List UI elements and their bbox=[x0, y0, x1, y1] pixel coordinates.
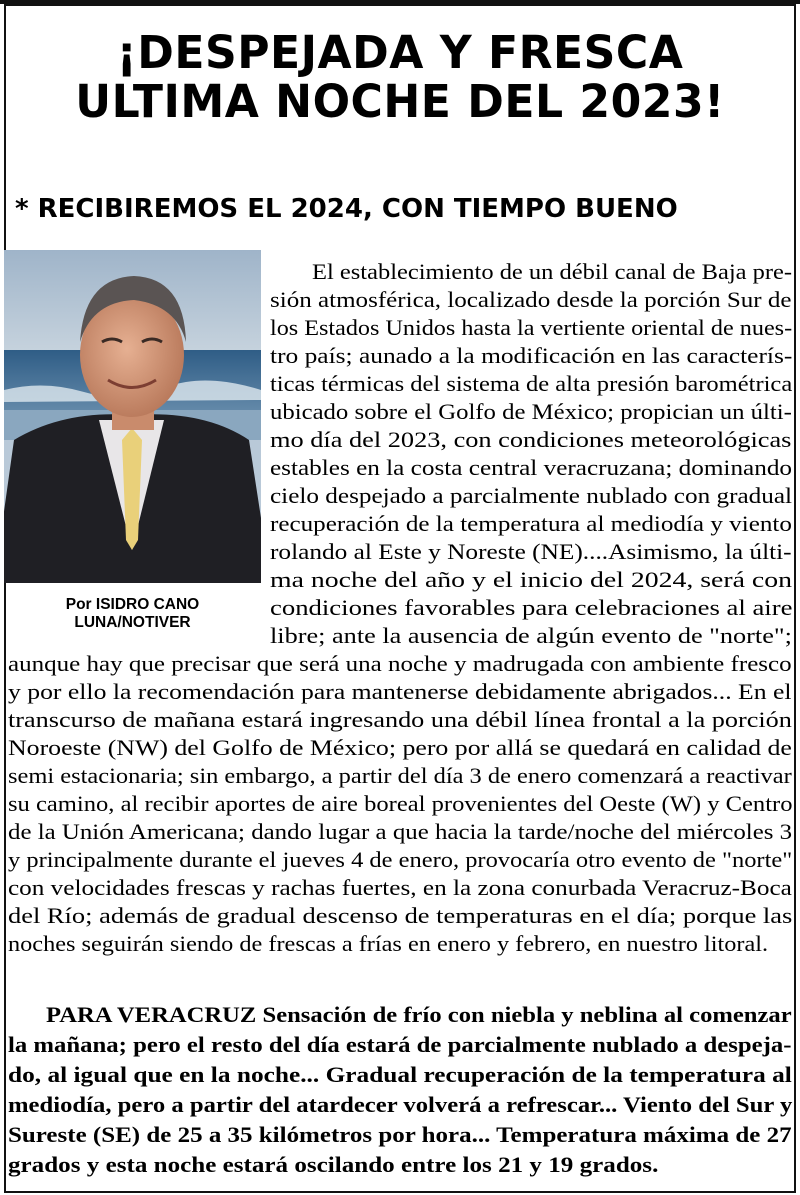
body-line: ubicado sobre el Golfo de México; propician un últi- bbox=[270, 399, 792, 424]
body-line: con velocidades frescas y rachas fuertes, en la zona conurbada Veracruz-Boca bbox=[8, 875, 792, 900]
body-line: tro país; aunado a la modificación en las caracterís- bbox=[270, 343, 793, 368]
body-line: noches seguirán siendo de frescas a frías en enero y febrero, en nuestro litoral. bbox=[8, 931, 769, 956]
body-line: del Río; además de gradual descenso de temperaturas en el día; porque las bbox=[8, 903, 793, 928]
body-line: los Estados Unidos hasta la vertiente oriental de nues- bbox=[270, 315, 793, 340]
body-line: cielo despejado a parcialmente nublado con gradual bbox=[270, 483, 793, 508]
body-line: ticas térmicas del sistema de alta presión barométrica bbox=[270, 371, 793, 396]
forecast-line: mediodía, pero a partir del atardecer volverá a refrescar... Viento del Sur y bbox=[8, 1092, 793, 1117]
byline-author: Por ISIDRO CANO bbox=[65, 596, 200, 613]
body-line: condiciones favorables para celebraciones al aire bbox=[270, 595, 793, 620]
headline-line: ULTIMA NOCHE DEL 2023! bbox=[75, 75, 725, 128]
forecast-line: do, al igual que en la noche... Gradual recuperación de la temperatura al bbox=[8, 1062, 792, 1087]
body-line: recuperación de la temperatura al mediodía y viento bbox=[270, 511, 792, 536]
author-photo bbox=[4, 250, 261, 583]
body-line: ma noche del año y el inicio del 2024, será con bbox=[270, 567, 792, 592]
subheadline: * RECIBIREMOS EL 2024, CON TIEMPO BUENO bbox=[15, 194, 678, 224]
body-line: Noroeste (NW) del Golfo de México; pero por allá se quedará en calidad de bbox=[8, 735, 792, 760]
body-line: mo día del 2023, con condiciones meteorológicas bbox=[270, 427, 792, 452]
body-line: estables en la costa central veracruzana; dominando bbox=[270, 455, 793, 480]
body-line: de la Unión Americana; dando lugar a que hacia la tarde/noche del miércoles 3 bbox=[8, 819, 793, 844]
body-line: El establecimiento de un débil canal de Baja pre- bbox=[312, 259, 793, 284]
body-line: y principalmente durante el jueves 4 de enero, provocaría otro evento de "norte" bbox=[8, 847, 793, 872]
forecast-line: Sureste (SE) de 25 a 35 kilómetros por hora... Temperatura máxima de 27 bbox=[8, 1122, 792, 1147]
author-photo-image bbox=[4, 250, 261, 583]
body-line: su camino, al recibir aportes de aire boreal provenientes del Oeste (W) y Centro bbox=[8, 791, 793, 816]
body-line: libre; ante la ausencia de algún evento de "norte"; bbox=[270, 623, 792, 648]
forecast-line: grados y esta noche estará oscilando entre los 21 y 19 grados. bbox=[8, 1152, 659, 1177]
body-line: rolando al Este y Noreste (NE)....Asimismo, la últi- bbox=[270, 539, 792, 564]
body-line: semi estacionaria; sin embargo, a partir del día 3 de enero comenzará a reactivar bbox=[8, 763, 792, 788]
headline-line: ¡DESPEJADA Y FRESCA bbox=[116, 26, 684, 79]
body-line: transcurso de mañana estará ingresando una débil línea frontal a la porción bbox=[8, 707, 792, 732]
byline-source: LUNA/NOTIVER bbox=[74, 614, 191, 631]
body-line: sión atmosférica, localizado desde la porción Sur de bbox=[270, 287, 792, 312]
forecast-line: la mañana; pero el resto del día estará de parcialmente nublado a despeja- bbox=[8, 1032, 792, 1057]
forecast-line: PARA VERACRUZ Sensación de frío con niebla y neblina al comenzar bbox=[46, 1002, 792, 1027]
headline bbox=[8, 28, 792, 126]
byline bbox=[4, 596, 261, 632]
body-line: aunque hay que precisar que será una noche y madrugada con ambiente fresco bbox=[8, 651, 792, 676]
body-line: y por ello la recomendación para mantenerse debidamente abrigados... En el bbox=[8, 679, 792, 704]
